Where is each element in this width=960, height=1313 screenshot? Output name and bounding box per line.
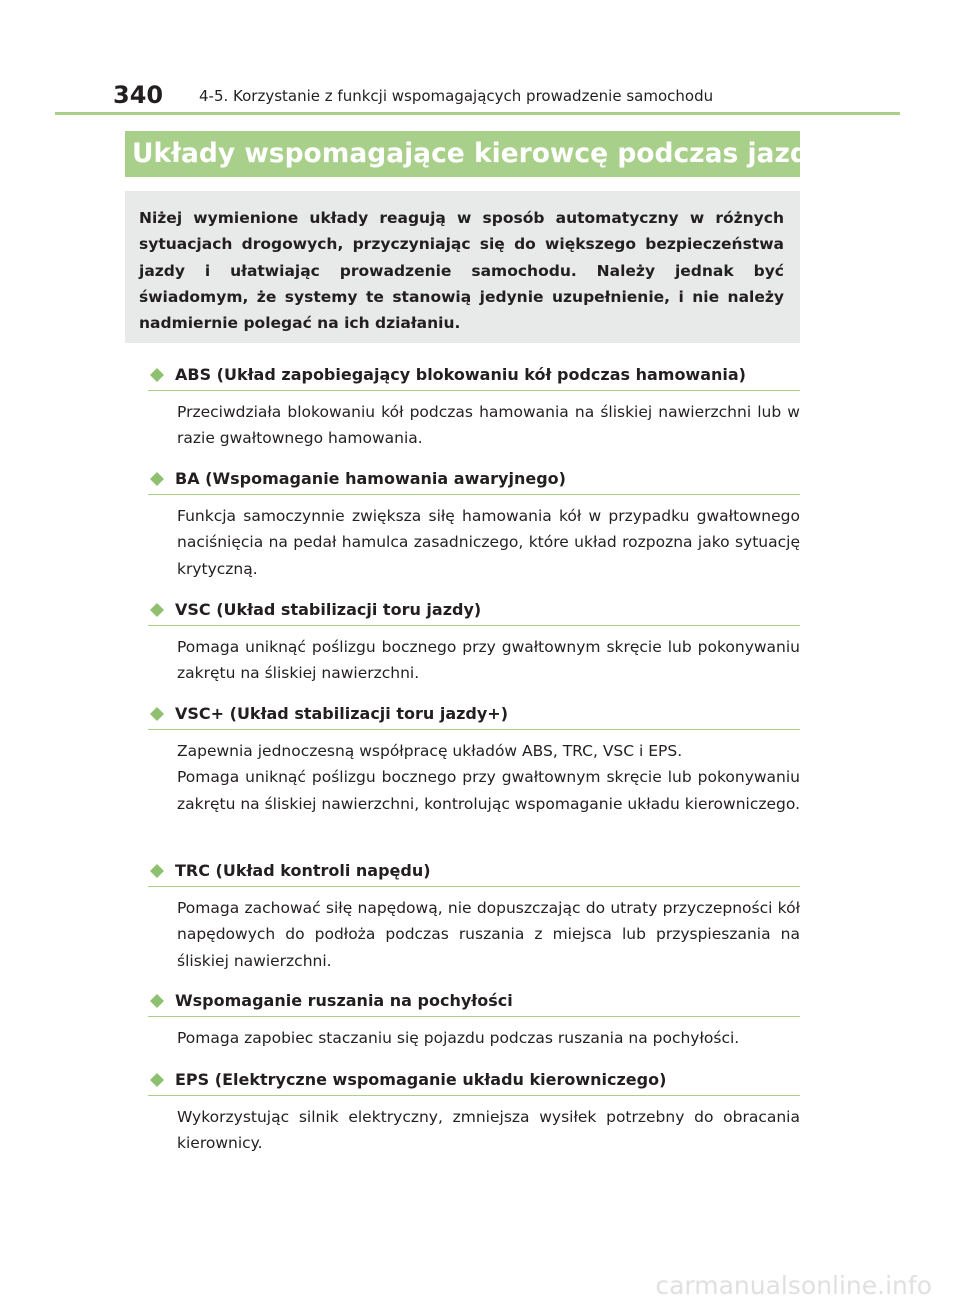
diamond-bullet-icon — [150, 603, 164, 617]
feature-item-vsc-plus — [148, 701, 800, 817]
feature-description — [177, 1025, 800, 1051]
feature-title: VSC+ (Układ stabilizacji toru jazdy+) — [175, 704, 509, 723]
feature-paragraph: Pomaga uniknąć poślizgu bocznego przy gwałtownym skręcie lub pokonywaniu zakrętu na śliskiej nawierzchni, kontrolując wspomaganie układu kierowniczego. — [177, 768, 801, 813]
intro-box — [125, 191, 800, 343]
feature-item-vsc — [148, 597, 800, 687]
feature-title: BA (Wspomaganie hamowania awaryjnego) — [175, 469, 566, 488]
diamond-bullet-icon — [150, 864, 164, 878]
feature-title: ABS (Układ zapobiegający blokowaniu kół podczas hamowania) — [175, 365, 746, 384]
chapter-title: 4-5. Korzystanie z funkcji wspomagających prowadzenie samochodu — [199, 87, 714, 105]
diamond-bullet-icon — [150, 707, 164, 721]
feature-title: TRC (Układ kontroli napędu) — [175, 861, 431, 880]
feature-heading — [148, 988, 800, 1017]
diamond-bullet-icon — [150, 1073, 164, 1087]
feature-heading — [148, 466, 800, 495]
feature-description — [177, 399, 800, 452]
feature-paragraph: Pomaga zachować siłę napędową, nie dopuszczając do utraty przyczepności kół napędowych do podłoża podczas ruszania z miejsca lub przyspieszania na śliskiej nawierzchni. — [177, 899, 800, 970]
feature-item-ba — [148, 466, 800, 582]
header-divider — [55, 112, 900, 115]
feature-description — [177, 1104, 800, 1157]
feature-title: Wspomaganie ruszania na pochyłości — [175, 991, 513, 1010]
feature-title: VSC (Układ stabilizacji toru jazdy) — [175, 600, 482, 619]
watermark: carmanualsonline.info — [655, 1271, 932, 1300]
feature-paragraph: Pomaga zapobiec staczaniu się pojazdu podczas ruszania na pochyłości. — [177, 1029, 740, 1047]
diamond-bullet-icon — [150, 472, 164, 486]
feature-heading — [148, 858, 800, 887]
feature-description — [177, 503, 800, 582]
feature-description — [177, 895, 800, 974]
page-header — [113, 80, 893, 110]
feature-paragraph: Wykorzystując silnik elektryczny, zmniejsza wysiłek potrzebny do obracania kierownicy. — [177, 1108, 800, 1153]
feature-description — [177, 634, 800, 687]
page-number: 340 — [113, 81, 164, 109]
feature-paragraph: Pomaga uniknąć poślizgu bocznego przy gwałtownym skręcie lub pokonywaniu zakrętu na śliskiej nawierzchni. — [177, 638, 800, 683]
diamond-bullet-icon — [150, 994, 164, 1008]
feature-paragraph: Zapewnia jednoczesną współpracę układów ABS, TRC, VSC i EPS. — [177, 742, 683, 760]
feature-item-abs — [148, 362, 800, 452]
intro-text: Niżej wymienione układy reagują w sposób automatyczny w różnych sytuacjach drogowych, przyczyniając się do większego bezpieczeństwa jazdy i ułatwiając prowadzenie samochodu. Należy jednak być świadomym, że systemy te stanowią jedynie uzupełnienie, i nie należy nadmiernie polegać na ich działaniu. — [139, 209, 784, 333]
feature-item-eps — [148, 1067, 800, 1157]
feature-item-trc — [148, 858, 800, 974]
feature-paragraph: Funkcja samoczynnie zwiększa siłę hamowania kół w przypadku gwałtownego naciśnięcia na pedał hamulca zasadniczego, które układ rozpozna jako sytuację krytyczną. — [177, 507, 800, 578]
feature-paragraph: Przeciwdziała blokowaniu kół podczas hamowania na śliskiej nawierzchni lub w razie gwałtownego hamowania. — [177, 403, 800, 448]
feature-heading — [148, 597, 800, 626]
feature-title: EPS (Elektryczne wspomaganie układu kierowniczego) — [175, 1070, 667, 1089]
feature-description — [177, 738, 800, 817]
feature-heading — [148, 362, 800, 391]
feature-heading — [148, 701, 800, 730]
feature-heading — [148, 1067, 800, 1096]
section-banner — [125, 131, 827, 177]
feature-item-hill-start — [148, 988, 800, 1051]
diamond-bullet-icon — [150, 368, 164, 382]
section-title: Układy wspomagające kierowcę podczas jazdy — [132, 138, 827, 169]
